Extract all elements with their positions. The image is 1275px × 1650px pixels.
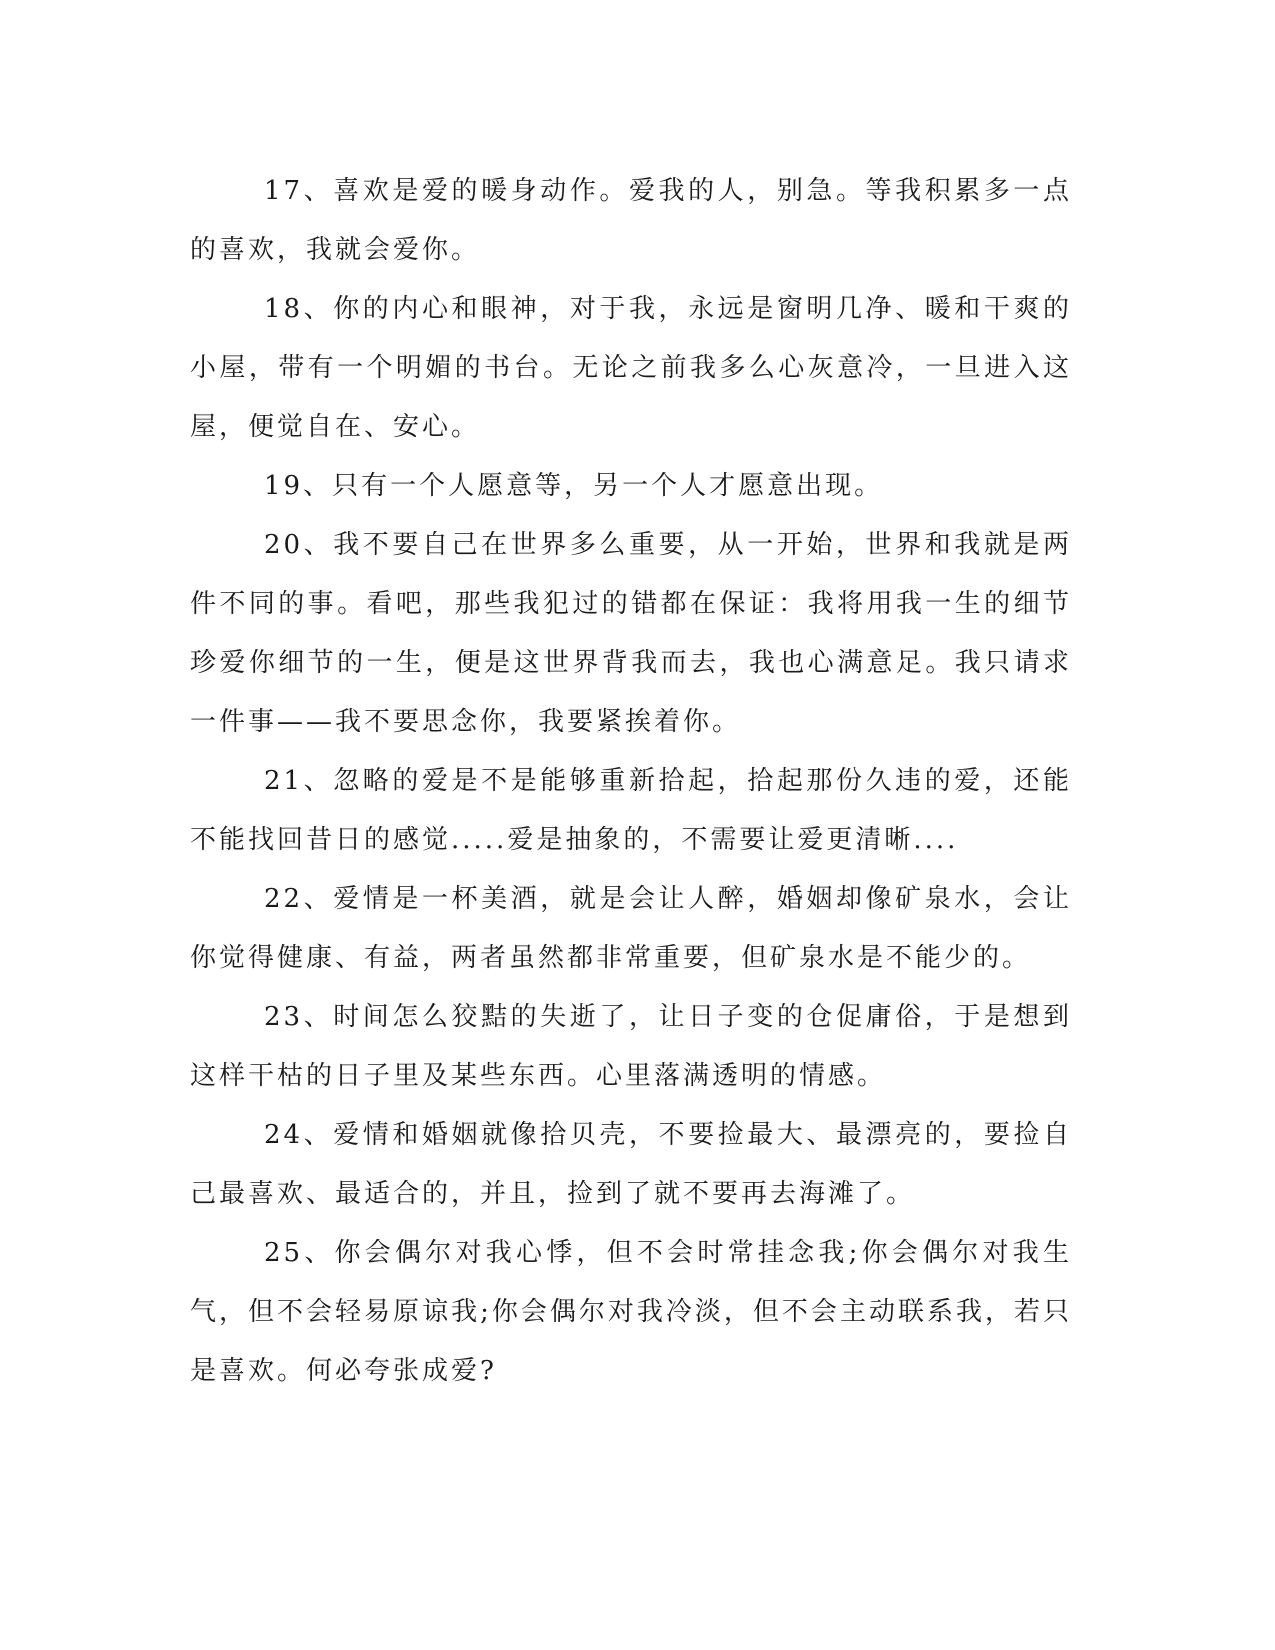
paragraph-22: 22、爱情是一杯美酒，就是会让人醉，婚姻却像矿泉水，会让你觉得健康、有益，两者虽然都非常重要，但矿泉水是不能少的。 <box>190 884 1072 973</box>
paragraph-23: 23、时间怎么狡黠的失逝了，让日子变的仓促庸俗，于是想到这样干枯的日子里及某些东西。心里落满透明的情感。 <box>190 1002 1072 1091</box>
document-body <box>190 162 1072 1401</box>
paragraph-19: 19、只有一个人愿意等，另一个人才愿意出现。 <box>264 471 884 501</box>
paragraph-17: 17、喜欢是爱的暖身动作。爱我的人，别急。等我积累多一点的喜欢，我就会爱你。 <box>190 176 1072 265</box>
paragraph-25: 25、你会偶尔对我心悸，但不会时常挂念我;你会偶尔对我生气，但不会轻易原谅我;你会偶尔对我冷淡，但不会主动联系我，若只是喜欢。何必夸张成爱? <box>190 1238 1072 1386</box>
paragraph-24: 24、爱情和婚姻就像拾贝壳，不要捡最大、最漂亮的，要捡自己最喜欢、最适合的，并且，捡到了就不要再去海滩了。 <box>190 1120 1072 1209</box>
paragraph-20: 20、我不要自己在世界多么重要，从一开始，世界和我就是两件不同的事。看吧，那些我犯过的错都在保证：我将用我一生的细节珍爱你细节的一生，便是这世界背我而去，我也心满意足。我只请求一件事——我不要思念你，我要紧挨着你。 <box>190 530 1072 737</box>
paragraph-21: 21、忽略的爱是不是能够重新拾起，拾起那份久违的爱，还能不能找回昔日的感觉.....爱是抽象的，不需要让爱更清晰.... <box>190 766 1072 855</box>
paragraph-18: 18、你的内心和眼神，对于我，永远是窗明几净、暖和干爽的小屋，带有一个明媚的书台。无论之前我多么心灰意冷，一旦进入这屋，便觉自在、安心。 <box>190 294 1072 442</box>
